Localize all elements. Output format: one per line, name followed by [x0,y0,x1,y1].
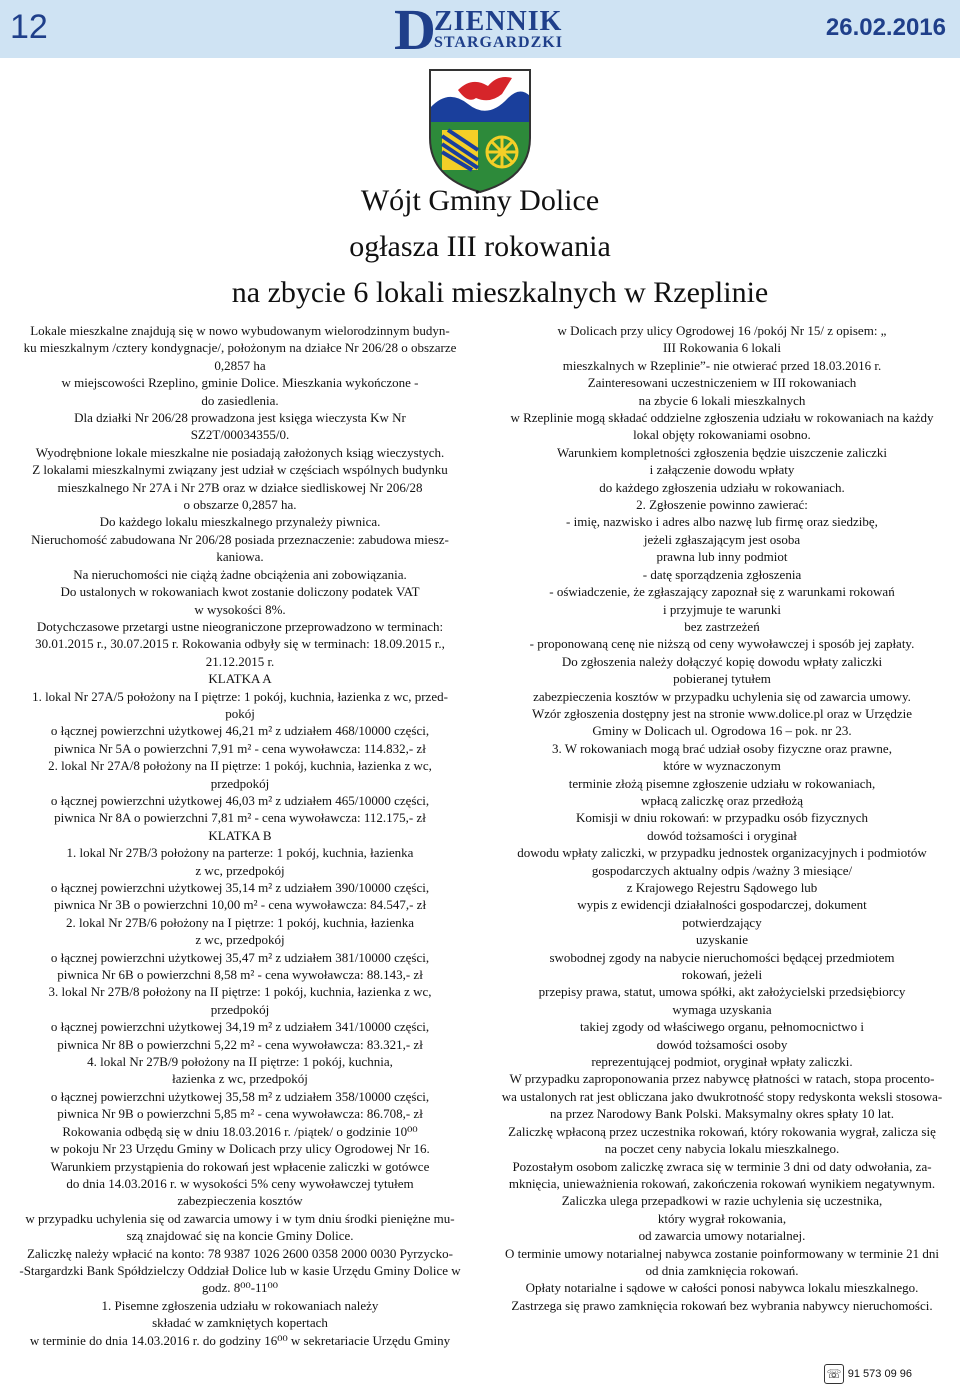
right-col-line: wpłacą zaliczkę oraz przedłożą [640,792,804,808]
left-col-line: Dotychczasowe przetargi ustne nieograniczone przeprowadzono w terminach: [36,618,444,634]
right-col-line: rokowań, jeżeli [681,967,763,983]
left-col-line: kaniowa. [216,549,264,565]
right-col-line: Zaliczka ulega przepadkowi w razie uchylenia się uczestnika, [561,1193,883,1209]
left-col-line: piwnica Nr 5A o powierzchni 7,91 m² - cena wywoławcza: 114.832,- zł [54,740,426,756]
left-col-line: łazienka z wc, przedpokój [172,1071,308,1087]
left-col-line: Nieruchomość zabudowana Nr 206/28 posiada przeznaczenie: zabudowa miesz- [31,531,449,547]
right-col-line: prawna lub inny podmiot [656,549,788,565]
left-col-line: Wyodrębnione lokale mieszkalne nie posiadają założonych ksiąg wieczystych. [35,444,445,460]
left-col-line: 0,2857 ha [214,357,266,373]
left-col-line: piwnica Nr 3B o powierzchni 10,00 m² - cena wywoławcza: 84.547,- zł [53,897,427,913]
right-col-line: Pozostałym osobom zaliczkę zwraca się w terminie 3 dni od daty odwołania, za- [512,1158,932,1174]
left-col-line: o łącznej powierzchni użytkowej 46,21 m² z udziałem 468/10000 części, [50,723,430,739]
left-col-line: piwnica Nr 8B o powierzchni 5,22 m² - cena wywoławcza: 83.321,- zł [57,1036,423,1052]
left-col-line: o łącznej powierzchni użytkowej 46,03 m² z udziałem 465/10000 części, [50,792,430,808]
issue-date: 26.02.2016 [825,14,946,41]
left-col-line: zabezpieczenia kosztów [177,1193,303,1209]
right-col-line: pobieranej tytułem [673,671,771,687]
left-col-line: Warunkiem przystąpienia do rokowań jest wpłacenie zaliczki w gotówce [50,1158,430,1174]
right-col-line: terminie złożą pisemne zgłoszenie udziału w rokowaniach, [568,775,876,791]
right-col-line: wa ustalonych rat jest obliczana jako dwukrotność stopy redyskonta weksli stosowa- [501,1088,943,1104]
left-col-line: 3. lokal Nr 27B/8 położony na II piętrze: 1 pokój, kuchnia, łazienka z wc, [48,984,432,1000]
left-col-line: o łącznej powierzchni użytkowej 35,14 m² z udziałem 390/10000 części, [50,880,430,895]
logo-word-2: STARGARDZKI [434,34,563,51]
right-col-line: Warunkiem kompletności zgłoszenia będzie uiszczenie zaliczki [557,444,887,460]
right-col-line: od zawarcia umowy notarialnej. [638,1228,806,1244]
right-col-line: na przez Narodowy Bank Polski. Maksymalny okres spłaty 10 lat. [549,1106,895,1122]
right-col-line: dowód tożsamości i oryginał [647,827,797,843]
left-col-line: w przypadku uchylenia się od zawarcia umowy i w tym dniu środki pieniężne mu- [25,1210,455,1226]
right-col-line: 2. Zgłoszenie powinno zawierać: [636,497,808,513]
right-col-line: Gminy w Dolicach ul. Ogrodowa 16 – pok. nr 23. [592,723,852,739]
right-col-line: który wygrał rokowania, [657,1210,787,1226]
left-col-line: o łącznej powierzchni użytkowej 35,58 m² z udziałem 358/10000 części, [50,1088,430,1104]
left-col-line: z wc, przedpokój [195,862,285,878]
left-col-line: w terminie do dnia 14.03.2016 r. do godziny 16⁰⁰ w sekretariacie Urzędu Gminy [29,1332,451,1348]
right-col-line: - oświadczenie, że zgłaszający zapoznał się z warunkami rokowań [549,584,895,600]
left-col-line: pokój [225,705,255,721]
phone-icon: ☏ [824,1364,844,1384]
right-col-line: w Rzeplinie mogą składać oddzielne zgłoszenia udziału w rokowaniach na każdy [510,410,934,426]
right-col-line: - imię, nazwisko i adres albo nazwę lub firmę oraz siedzibę, [566,514,878,530]
coat-of-arms-icon [428,68,532,194]
right-column [488,322,956,1314]
right-col-line: w Dolicach przy ulicy Ogrodowej 16 /pokój Nr 15/ z opisem: „ [557,323,887,338]
left-col-line: Zaliczkę należy wpłacić na konto: 78 9387 1026 2600 0358 2000 0030 Pyrzycko- [26,1245,453,1261]
right-col-line: do każdego zgłoszenia udziału w rokowaniach. [599,479,845,495]
left-col-line: mieszkalnego Nr 27A i Nr 27B oraz w działce siedliskowej Nr 206/28 [57,479,423,495]
page-number: 12 [10,8,48,46]
left-col-line: Na nieruchomości nie ciążą żadne obciążenia ani zobowiązania. [73,566,407,582]
right-col-line: swobodnej zgody na nabycie nieruchomości będącej przedmiotem [549,949,895,965]
right-col-line: Zainteresowani uczestniczeniem w III rokowaniach [587,375,857,391]
right-col-line: potwierdzający [682,914,762,930]
left-col-line: 4. lokal Nr 27B/9 położony na II piętrze: 1 pokój, kuchnia, [87,1054,393,1070]
right-col-line: W przypadku zaproponowania przez nabywcę płatności w ratach, stopa procento- [509,1071,935,1087]
right-col-line: lokal objęty rokowaniami osobno. [633,427,811,443]
left-col-line: piwnica Nr 9B o powierzchni 5,85 m² - cena wywoławcza: 86.708,- zł [57,1106,423,1122]
announcement-title: Wójt Gminy Dolice [360,184,600,217]
left-col-line: do dnia 14.03.2016 r. w wysokości 5% ceny wywoławczej tytułem [66,1175,414,1191]
logo-letter: D [394,0,436,62]
left-col-line: piwnica Nr 6B o powierzchni 8,58 m² - cena wywoławcza: 88.143,- zł [57,967,423,983]
left-col-line: szą znajdować się na koncie Gminy Dolice. [126,1228,354,1244]
right-col-line: takiej zgody od właściwego organu, pełnomocnictwo i [580,1019,864,1035]
newspaper-logo [394,0,572,62]
left-col-line: 21.12.2015 r. [205,653,275,669]
left-col-line: 1. Pisemne zgłoszenia udziału w rokowaniach należy [101,1297,379,1313]
right-col-line: reprezentującej podmiot, oryginał wpłaty zaliczki. [591,1054,853,1070]
right-col-line: O terminie umowy notarialnej nabywca zostanie poinformowany w terminie 21 dni [505,1245,939,1261]
right-col-line: Opłaty notarialne i sądowe w całości ponosi nabywca lokalu mieszkalnego. [525,1280,919,1296]
right-col-line: - datę sporządzenia zgłoszenia [642,566,802,582]
left-col-line: Lokale mieszkalne znajdują się w nowo wybudowanym wielorodzinnym budyn- [30,323,450,338]
right-col-line: wypis z ewidencji działalności gospodarczej, dokument [577,897,867,913]
right-col-line: przepisy prawa, statut, umowa spółki, akt założycielski przedsiębiorcy [538,984,906,1000]
right-col-line: Wzór zgłoszenia dostępny jest na stronie www.dolice.pl oraz w Urzędzie [532,705,912,721]
left-col-line: Dla działki Nr 206/28 prowadzona jest księga wieczysta Kw Nr [74,410,406,426]
left-col-line: 30.01.2015 r., 30.07.2015 r. Rokowania odbyły się w terminach: 18.09.2015 r., [35,636,445,652]
left-col-line: SZ2T/00034355/0. [190,427,290,443]
left-col-line: o łącznej powierzchni użytkowej 34,19 m² z udziałem 341/10000 części, [50,1019,430,1035]
left-col-line: piwnica Nr 8A o powierzchni 7,81 m² - cena wywoławcza: 112.175,- zł [54,810,426,826]
left-col-line: ku mieszkalnym /cztery kondygnacje/, położonym na działce Nr 206/28 o obszarze [23,340,457,356]
right-col-line: mieszkalnych w Rzeplinie”- nie otwierać przed 18.03.2016 r. [562,357,882,373]
right-col-line: mknięcia, unieważnienia rokowań, zakończenia rokowań wynikiem negatywnym. [508,1175,936,1191]
left-col-line: o obszarze 0,2857 ha. [183,497,297,513]
left-col-line: przedpokój [210,775,270,791]
left-col-line: z wc, przedpokój [195,932,285,948]
right-col-line: od dnia zamknięcia rokowań. [645,1262,799,1278]
right-col-line: 3. W rokowaniach mogą brać udział osoby fizyczne oraz prawne, [552,740,892,756]
left-col-line: 1. lokal Nr 27A/5 położony na I piętrze: 1 pokój, kuchnia, łazienka z wc, przed- [32,688,448,704]
left-col-line: Do ustalonych w rokowaniach kwot zostanie doliczony podatek VAT [60,584,420,600]
left-col-line: 2. lokal Nr 27A/8 położony na II piętrze: 1 pokój, kuchnia, łazienka z wc, [48,758,432,774]
right-col-line: uzyskanie [696,932,748,948]
announcement-subtitle: ogłasza III rokowania [349,230,611,263]
left-col-line: przedpokój [210,1001,270,1017]
left-col-line: KLATKA B [208,827,272,843]
right-col-line: bez zastrzeżeń [684,618,760,634]
left-column [6,322,474,1349]
left-col-line: o łącznej powierzchni użytkowej 35,47 m² z udziałem 381/10000 części, [50,949,430,965]
right-col-line: i załączenie dowodu wpłaty [649,462,795,478]
right-col-line: dowód tożsamości osoby [656,1036,788,1052]
right-col-line: z Krajowego Rejestru Sądowego lub [626,880,818,895]
left-col-line: Do każdego lokalu mieszkalnego przynależy piwnica. [99,514,381,530]
right-col-line: zabezpieczenia kosztów w przypadku uchylenia się od zawarcia umowy. [533,688,911,704]
left-col-line: 2. lokal Nr 27B/6 położony na I piętrze: 1 pokój, kuchnia, łazienka [65,914,415,930]
left-col-line: 1. lokal Nr 27B/3 położony na parterze: 1 pokój, kuchnia, łazienka [66,845,414,861]
right-col-line: III Rokowania 6 lokali [662,340,782,356]
left-col-line: Z lokalami mieszkalnymi związany jest udział w częściach wspólnych budynku [32,462,448,478]
left-col-line: składać w zamkniętych kopertach [152,1315,328,1331]
right-col-line: Zastrzega się prawo zamknięcia rokowań bez wybrania nabywcy nieruchomości. [511,1297,933,1313]
page-header [0,0,960,62]
right-col-line: na poczet ceny nabycia lokalu mieszkalnego. [604,1141,840,1157]
right-col-line: jeżeli zgłaszającym jest osoba [643,531,801,547]
right-col-line: Zaliczkę wpłaconą przez uczestnika rokowań, który rokowania wygrał, zalicza się [508,1123,936,1139]
left-col-line: w pokoju Nr 23 Urzędu Gminy w Dolicach przy ulicy Ogrodowej Nr 16. [50,1141,430,1157]
left-col-line: w wysokości 8%. [194,601,286,617]
right-col-line: dowodu wpłaty zaliczki, w przypadku jednostek organizacyjnych i podmiotów [517,845,927,861]
left-col-line: do zasiedlenia. [201,392,279,408]
right-col-line: które w wyznaczonym [663,758,781,774]
announcement-subject: na zbycie 6 lokali mieszkalnych w Rzeplinie [231,276,769,309]
left-col-line: Rokowania odbędą się w dniu 18.03.2016 r. /piątek/ o godzinie 10⁰⁰ [62,1123,418,1139]
left-col-line: godz. 8⁰⁰-11⁰⁰ [202,1280,278,1296]
right-col-line: wymaga uzyskania [672,1001,772,1017]
right-col-line: Do zgłoszenia należy dołączyć kopię dowodu wpłaty zaliczki [561,653,883,669]
left-col-line: KLATKA A [208,671,272,687]
right-col-line: gospodarczych aktualny odpis /ważny 3 miesiące/ [591,862,853,878]
logo-word-1: ZIENNIK [434,6,563,37]
left-col-line: -Stargardzki Bank Spółdzielczy Oddział Dolice lub w kasie Urzędu Gminy Dolice w [19,1262,461,1278]
right-col-line: na zbycie 6 lokali mieszkalnych [638,392,806,408]
right-col-line: i przyjmuje te warunki [662,601,782,617]
left-col-line: w miejscowości Rzeplino, gminie Dolice. Mieszkania wykończone - [61,375,419,391]
ad-phone-number: 91 573 09 96 [847,1368,912,1380]
right-col-line: Komisji w dniu rokowań: w przypadku osób fizycznych [575,810,869,826]
right-col-line: - proponowaną cenę nie niższą od ceny wywoławczej i sposób jej zapłaty. [529,636,915,652]
